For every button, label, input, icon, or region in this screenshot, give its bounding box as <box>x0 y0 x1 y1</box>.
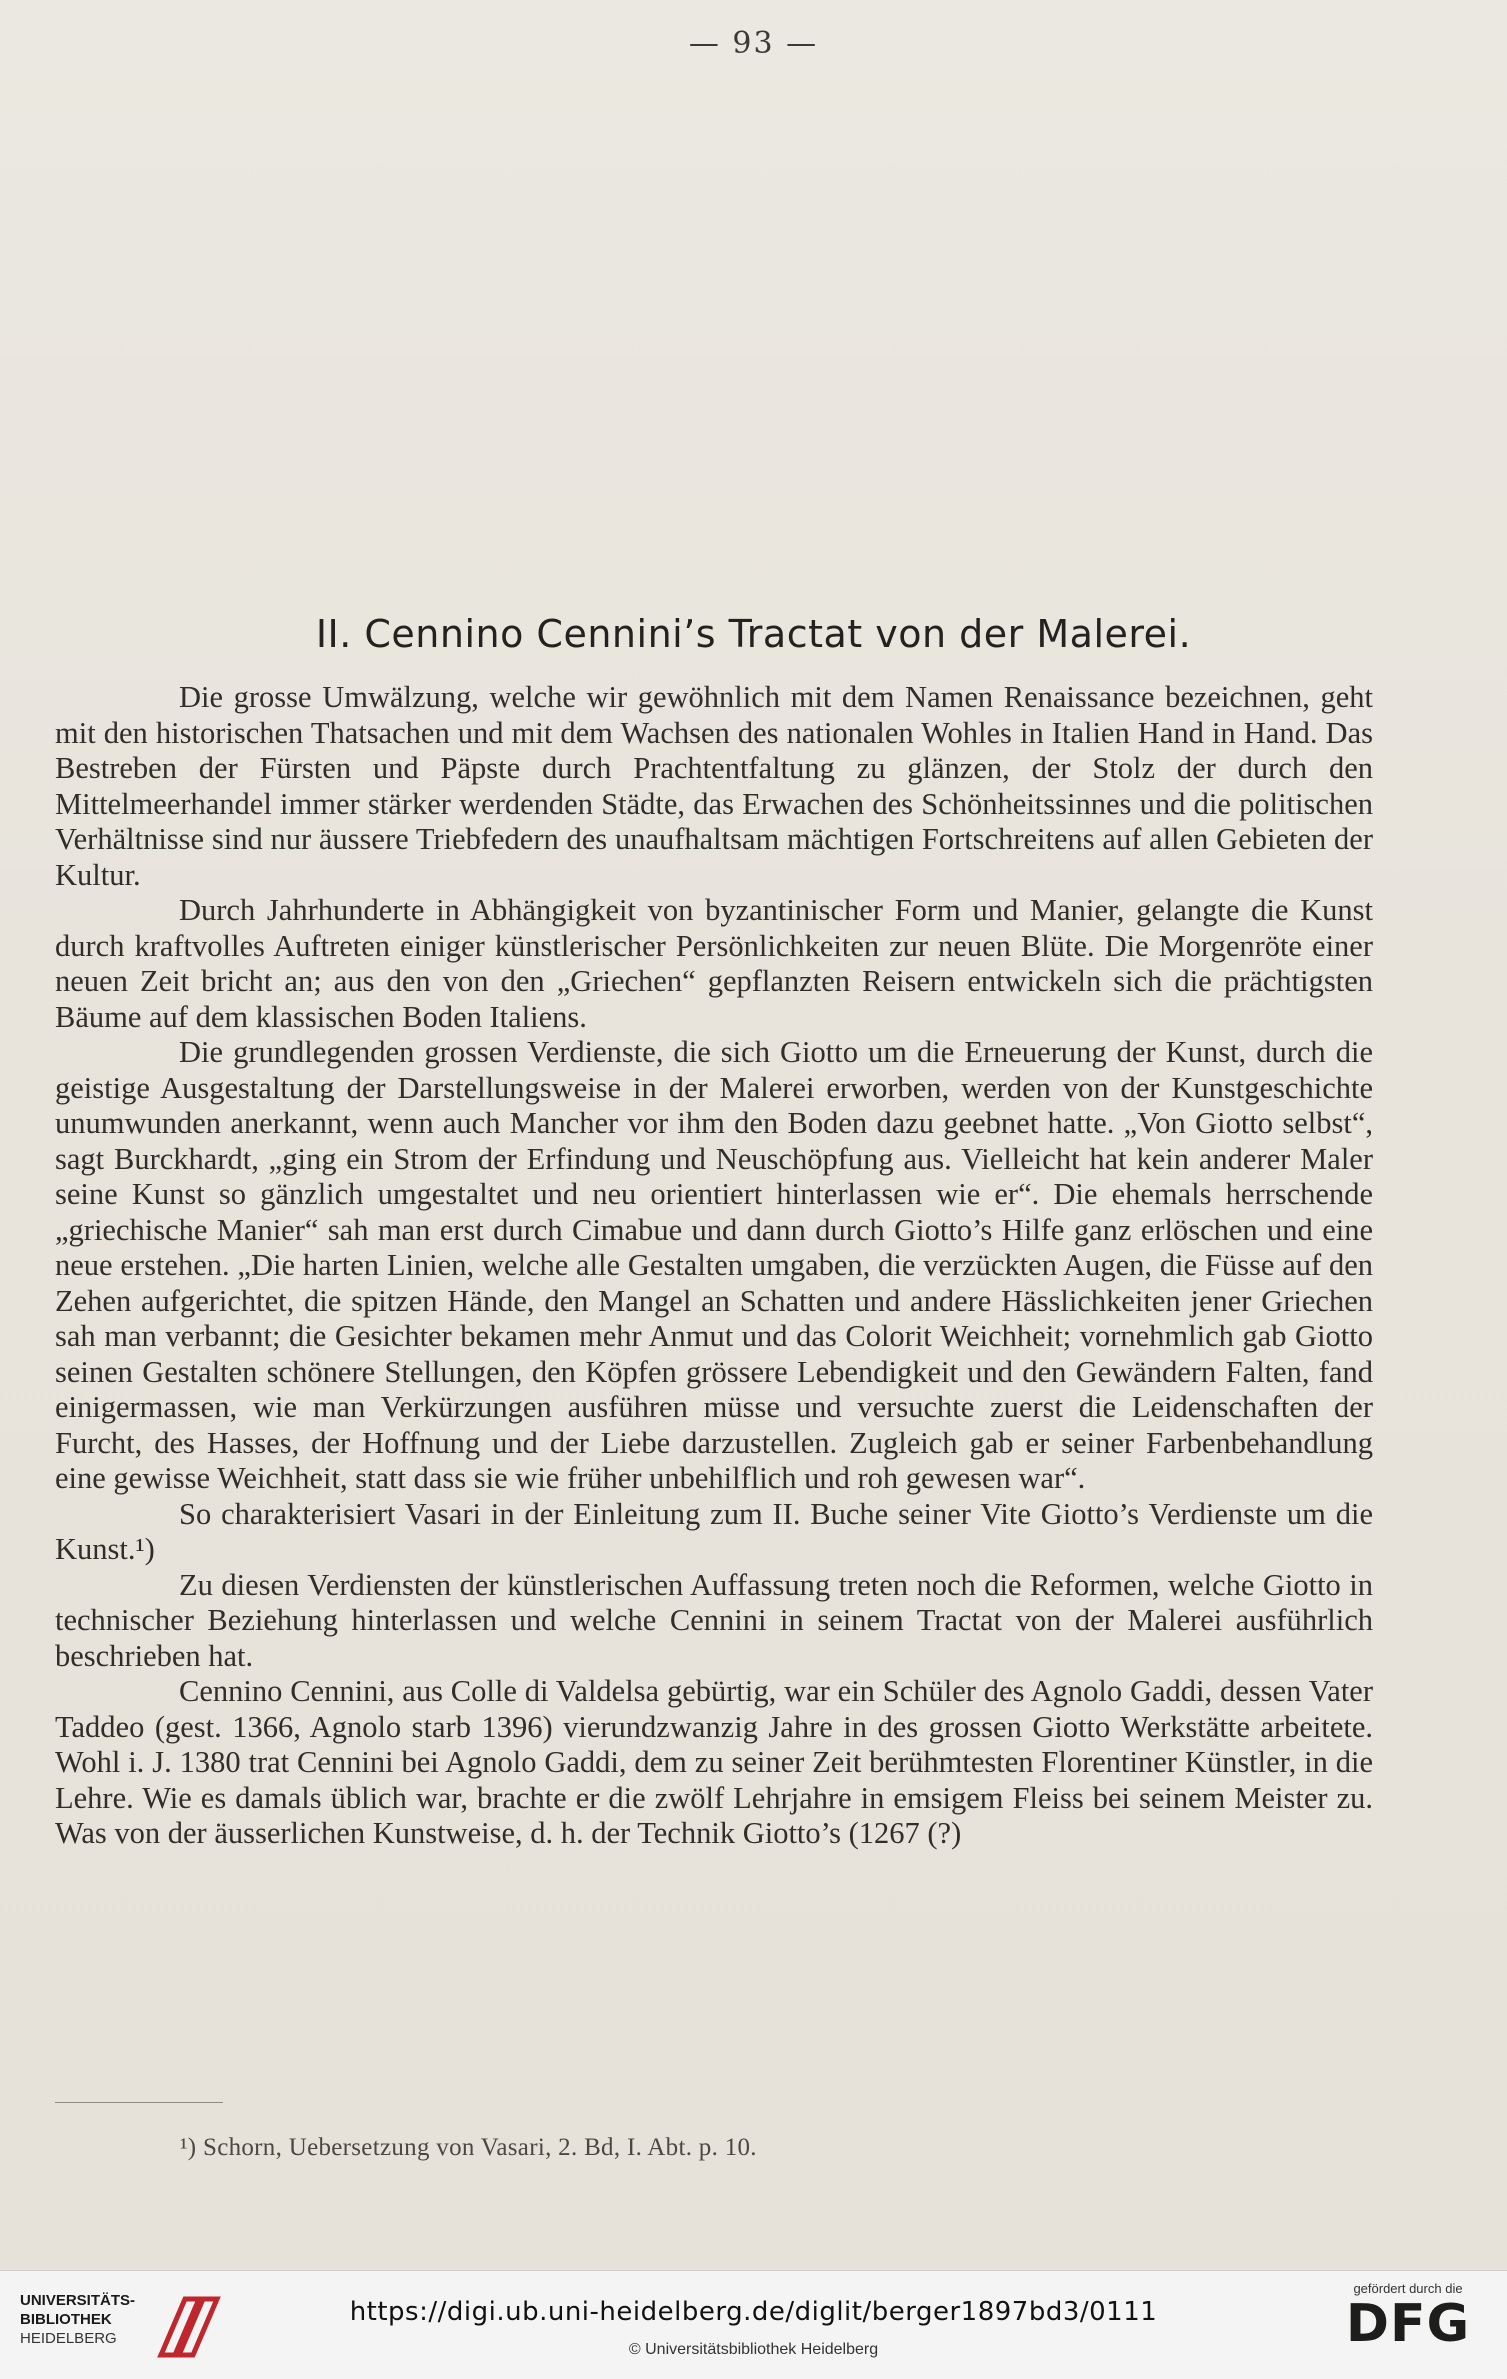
page-number: — 93 — <box>688 26 819 61</box>
dfg-logo: DFG <box>1345 2294 1471 2354</box>
footnote-text: Schorn, Uebersetzung von Vasari, 2. Bd, I. Abt. p. 10. <box>202 2134 757 2161</box>
body-text <box>55 680 1373 1852</box>
footnote-divider <box>55 2102 223 2103</box>
footnote-marker: ¹) <box>180 2134 197 2161</box>
dfg-funding-badge[interactable] <box>1333 2281 1483 2352</box>
paragraph-2: Durch Jahrhunderte in Abhängigkeit von byzantinischer Form und Manier, gelangte die Kunst durch kraftvolles Auftreten einiger künstlerischer Persönlichkeiten zur neuen Blüte. Die Morgenröte einer neuen Zeit bricht an; aus den von den „Griechen“ gepflanzten Reisern entwickeln sich die prächtigsten Bäume auf dem klassischen Boden Italiens. <box>55 893 1373 1034</box>
library-name-line2: BIBLIOTHEK <box>20 2311 112 2328</box>
paragraph-1: Die grosse Umwälzung, welche wir gewöhnlich mit dem Namen Renaissance bezeichnen, geht mit den historischen Thatsachen und mit dem Wachsen des nationalen Wohles in Italien Hand in Hand. Das Bestreben der Fürsten und Päpste durch Prachtentfaltung zu glänzen, der Stolz der durch den Mittelmeerhandel immer stärker werdenden Städte, das Erwachen des Schönheitssinnes und die politischen Verhältnisse sind nur äussere Triebfedern des unaufhaltsam mächtigen Fortschreitens auf allen Gebieten der Kultur. <box>55 680 1373 892</box>
library-city: HEIDELBERG <box>20 2330 117 2347</box>
paragraph-6: Cennino Cennini, aus Colle di Valdelsa gebürtig, war ein Schüler des Agnolo Gaddi, dessen Vater Taddeo (gest. 1366, Agnolo starb 1396) vierundzwanzig Jahre in des grossen Giotto Werkstätte arbeitete. Wohl i. J. 1380 trat Cennini bei Agnolo Gaddi, dem zu seiner Zeit berühmtesten Florentiner Künstler, in die Lehre. Wie es damals üblich war, brachte er die zwölf Lehrjahre in emsigem Fleiss bei seinem Meister zu. Was von der äusserlichen Kunstweise, d. h. der Technik Giotto’s (1267 (?) <box>55 1674 1373 1850</box>
copyright-notice: © Universitätsbibliothek Heidelberg <box>628 2341 879 2358</box>
viewer-footer <box>0 2270 1507 2379</box>
funding-caption: gefördert durch die <box>1353 2281 1463 2296</box>
document-url-link[interactable]: https://digi.ub.uni-heidelberg.de/diglit/berger1897bd3/0111 <box>349 2297 1158 2327</box>
footnote <box>180 2134 1080 2162</box>
paragraph-5: Zu diesen Verdiensten der künstlerischen Auffassung treten noch die Reformen, welche Giotto in technischer Beziehung hinterlassen und welche Cennini in seinem Tractat von der Malerei ausführlich beschrieben hat. <box>55 1567 1373 1673</box>
library-name-line1: UNIVERSITÄTS- <box>20 2292 136 2309</box>
paragraph-3: Die grundlegenden grossen Verdienste, die sich Giotto um die Erneuerung der Kunst, durch die geistige Ausgestaltung der Darstellungsweise in der Malerei erworben, werden von der Kunstgeschichte unumwunden anerkannt, wenn auch Mancher vor ihm den Boden dazu geebnet hatte. „Von Giotto selbst“, sagt Burckhardt, „ging ein Strom der Erfindung und Neuschöpfung aus. Vielleicht hat kein anderer Maler seine Kunst so gänzlich umgestaltet und neu orientiert hinterlassen wie er“. Die ehemals herrschende „griechische Manier“ sah man erst durch Cimabue und dann durch Giotto’s Hilfe ganz erlöschen und eine neue erstehen. „Die harten Linien, welche alle Gestalten umgaben, die verzückten Augen, die Füsse auf den Zehen aufgerichtet, die spitzen Hände, den Mangel an Schatten und andere Hässlichkeiten jener Griechen sah man verbannt; die Gesichter bekamen mehr Anmut und das Colorit Weichheit; vornehmlich gab Giotto seinen Gestalten schönere Stellungen, den Köpfen grössere Lebendigkeit und den Gewändern Falten, fand einigermassen, wie man Verkürzungen ausführen müsse und versuchte zuerst die Leidenschaften der Furcht, des Hasses, der Hoffnung und der Liebe darzustellen. Zugleich gab er seiner Farbenbehandlung eine gewisse Weichheit, statt dass sie wie früher unbehilflich und roh gewesen war“. <box>55 1035 1373 1495</box>
chapter-heading: II. Cennino Cennini’s Tractat von der Malerei. <box>315 612 1192 656</box>
paragraph-4: So charakterisiert Vasari in der Einleitung zum II. Buche seiner Vite Giotto’s Verdienste um die Kunst.¹) <box>55 1496 1373 1566</box>
